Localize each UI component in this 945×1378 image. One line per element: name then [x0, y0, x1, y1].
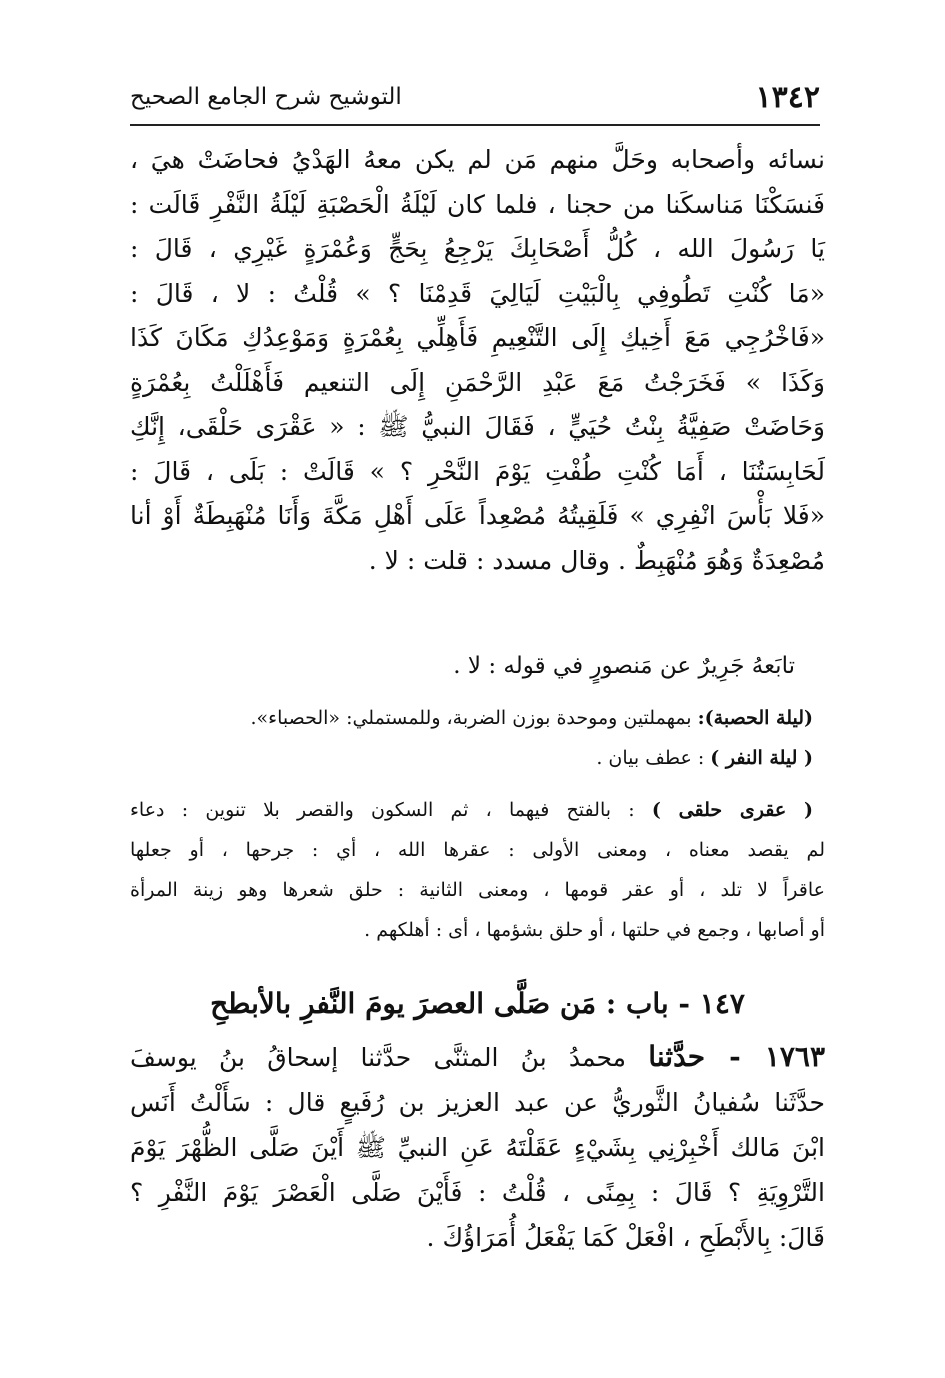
hadith-text: محمدُ بنُ المثنَّى حدَّثنا إسحاقُ بنُ يوسفَ	[130, 1043, 627, 1072]
note-entry	[130, 738, 825, 778]
note-term: ( عقرى حلقى )	[651, 799, 813, 821]
text-line: حدَّثَنا سُفيانُ الثَّوريُّ عن عبد العزيز بن رُفَيعٍ قال : سَأَلْتُ أَنَس	[130, 1088, 825, 1117]
follow-up-narration	[130, 644, 825, 688]
note-line: لم يقصد معناه ، ومعنى الأولى : عقرها الله ، أي : جرحها ، أو جعلها	[130, 839, 825, 861]
page-header	[130, 80, 820, 126]
commentary-notes	[130, 698, 825, 950]
note-line: عاقراً لا تلد ، أو عقر قومها ، ومعنى الثانية : حلق شعرها وهو زينة المرأة	[130, 879, 825, 901]
note-term: (ليلة الحصبة):	[697, 707, 813, 729]
text-line: نسائه وأصحابه وحَلَّ منهم مَن لم يكن معهُ الهَدْيُ فحاضَتْ هيَ ،	[130, 145, 825, 174]
hadith-1763	[130, 1034, 825, 1260]
text-line: لَحَابِسَتُنَا ، أَمَا كُنْتِ طُفْتِ يَوْمَ النَّحْرِ ؟ » قَالَتْ : بَلَى ، قَالَ :	[130, 456, 825, 486]
text-line: «فَاخْرُجِي مَعَ أَخِيكِ إِلَى التَّنْعِيمِ فَأَهِلِّي بِعُمْرَةٍ وَمَوْعِدُكِ مَكَانَ كَذَا	[130, 323, 825, 352]
text-line: «فَلا بَأْسَ انْفِرِي » فَلَقِيتُهُ مُصْعِداً عَلَى أَهْلِ مَكَّةَ وَأَنَا مُنْهَبِطَةٌ أَوْ أنا	[130, 501, 825, 530]
text-line: ابْنَ مَالك أَخْبِرْنِي بِشَيْءٍ عَقَلْتَهُ عَنِ النبيِّ ﷺ أَيْنَ صَلَّى الظُّهْرَ يَوْمَ	[130, 1133, 825, 1162]
follow-up-line: تابَعهُ جَرِيرٌ عن مَنصورٍ في قوله : لا .	[453, 653, 795, 679]
note-entry	[130, 698, 825, 738]
chapter-heading: ١٤٧ - باب : مَن صَلَّى العصرَ يومَ النَّفرِ بالأبطحِ	[210, 987, 745, 1020]
text-line: يَا رَسُولَ الله ، كُلُّ أَصْحَابِكَ يَرْجِعُ بِحَجٍّ وَعُمْرَةٍ غَيْرِي ، قَالَ :	[130, 234, 825, 263]
text-line: وَحَاضَتْ صَفِيَّةُ بِنْتُ حُيَيٍّ ، فَقَالَ النبيُّ ﷺ : « عَقْرَى حَلْقَى، إِنَّكِ	[130, 412, 825, 441]
text-line: مُصْعِدَةٌ وَهُوَ مُنْهَبِطٌ . وقال مسدد : قلت : لا .	[368, 545, 825, 575]
text-line: فَنسَكْنَا مَناسكَنا من حجنا ، فلما كان لَيْلَةُ الْحَصْبَةِ لَيْلَةُ النَّفْرِ قَالَت :	[130, 189, 825, 219]
hadith-text-continued	[130, 138, 825, 583]
hadith-number: ١٧٦٣ - حدَّثنا	[648, 1040, 825, 1073]
text-line	[130, 1034, 825, 1080]
page-number: ١٣٤٢	[755, 80, 820, 115]
text-line: وَكَذَا » فَخَرَجْتُ مَعَ عَبْدِ الرَّحْمَنِ إِلَى التنعيم فَأَهْلَلْتُ بِعُمْرَةٍ	[130, 367, 825, 397]
note-text: : عطف بيان .	[596, 747, 705, 769]
text-line: قَالَ: بِالأَبْطَحِ ، افْعَلْ كَمَا يَفْعَلُ أُمَرَاؤُكَ .	[426, 1223, 825, 1252]
running-title: التوشيح شرح الجامع الصحيح	[130, 84, 402, 110]
note-line: أو أصابها ، وجمع في حلتها ، أو حلق بشؤمها ، أى : أهلكهم .	[364, 919, 825, 941]
note-entry	[130, 790, 825, 830]
text-line: «مَا كُنْتِ تَطُوفِي بِالْبَيْتِ لَيَالِيَ قَدِمْنَا ؟ » قُلْتُ : لا ، قَالَ :	[130, 278, 825, 308]
note-text: بمهملتين وموحدة بوزن الضربة، وللمستملي: «الحصباء».	[250, 707, 692, 729]
text-line: التَّرْوِيَةِ ؟ قَالَ : بِمِنًى ، قُلْتُ : فَأَيْنَ صَلَّى الْعَصْرَ يَوْمَ النَّفْرِ ؟	[130, 1178, 825, 1207]
note-text: : بالفتح فيهما ، ثم السكون والقصر بلا تنوين : دعاء	[130, 799, 635, 821]
note-term: ( ليلة النفر )	[710, 747, 813, 769]
